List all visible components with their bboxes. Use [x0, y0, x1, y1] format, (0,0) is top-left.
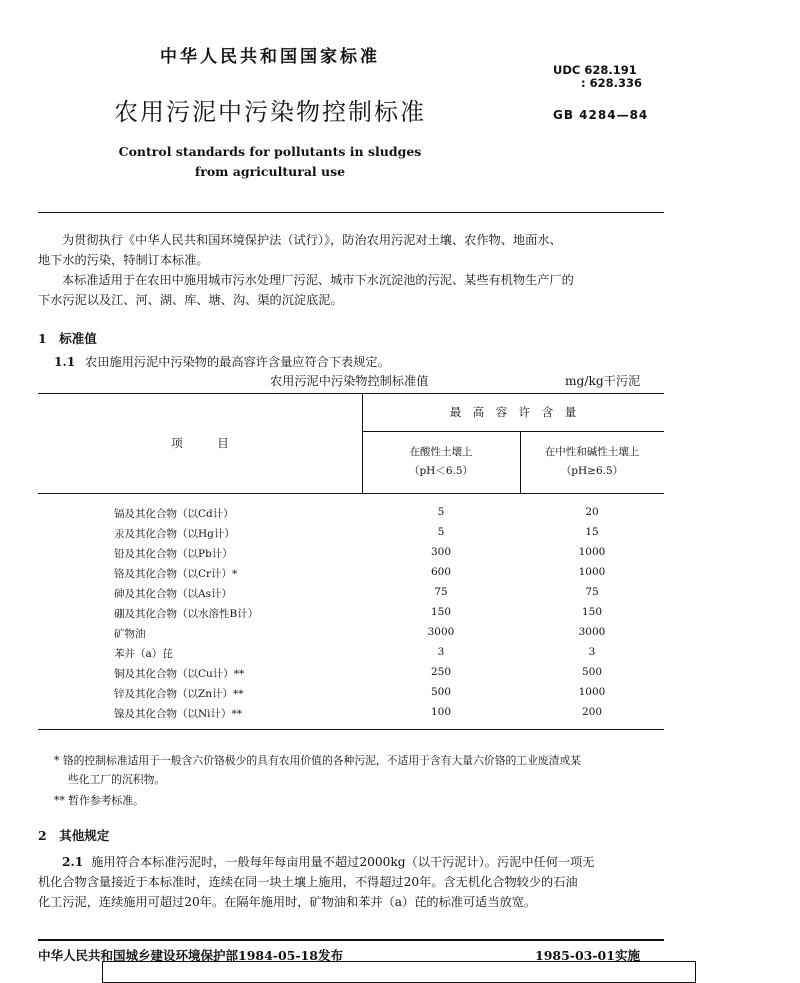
header-divider	[38, 212, 664, 213]
table-cell-alkaline: 500	[581, 666, 603, 678]
table-cell-acid: 600	[430, 566, 452, 578]
section-2-heading: 2 其他规定	[38, 828, 110, 843]
table-caption: 农用污泥中污染物控制标准值	[270, 374, 429, 388]
table-header-acid-soil	[362, 443, 520, 481]
table-subheader-rule	[362, 431, 664, 432]
table-cell-acid: 5	[437, 526, 445, 538]
table-cell-item: 硼及其化合物（以水溶性B计）	[114, 608, 259, 620]
footer-divider	[38, 939, 664, 941]
table-row	[38, 604, 664, 624]
table-cell-acid: 3000	[427, 626, 455, 638]
table-row	[38, 564, 664, 584]
table-header-alkaline-soil	[520, 443, 664, 481]
table-cell-acid: 500	[430, 686, 452, 698]
clause-1-1-number: 1.1	[54, 355, 76, 369]
table-row	[38, 544, 664, 564]
clause-2-1-line-1	[38, 852, 666, 872]
english-title-line-2: from agricultural use	[194, 164, 346, 179]
table-cell-item: 铬及其化合物（以Cr计）*	[114, 568, 238, 580]
intro-p2-line-2: 下水污泥以及江、河、湖、库、塘、沟、渠的沉淀底泥。	[38, 293, 343, 307]
table-cell-item: 镉及其化合物（以Cd计）	[114, 508, 234, 520]
table-cell-item: 镍及其化合物（以Ni计）**	[114, 708, 243, 720]
clause-1-1	[54, 353, 390, 370]
table-cell-acid: 100	[430, 706, 452, 718]
english-title	[0, 142, 540, 182]
udc-code	[553, 64, 642, 90]
table-row	[38, 624, 664, 644]
clause-2-1-text-1: 施用符合本标准污泥时，一般每年每亩用量不超过2000kg（以干污泥计）。污泥中任何一项无	[91, 855, 595, 869]
intro-p1-line-1: 为贯彻执行《中华人民共和国环境保护法（试行）》，防治农用污泥对土壤、农作物、地面水、	[62, 233, 562, 247]
udc-line-1: UDC 628.191	[553, 63, 637, 77]
intro-p2-line-1: 本标准适用于在农田中施用城市污水处理厂污泥、城市下水沉淀池的污泥、某些有机物生产厂的	[62, 273, 574, 287]
footnote-1-line-1: * 铬的控制标准适用于一般含六价铬极少的具有农用价值的各种污泥，不适用于含有大量六价铬的工业废渣或某	[54, 754, 582, 767]
table-cell-acid: 3	[437, 646, 445, 658]
footnote-reference: ** 暂作参考标准。	[54, 794, 144, 807]
clause-2-1-number: 2.1	[62, 855, 84, 869]
table-row	[38, 704, 664, 724]
table-cell-alkaline: 1000	[578, 686, 606, 698]
acid-soil-label: 在酸性土壤上	[409, 446, 473, 458]
issuing-body-header: 中华人民共和国国家标准	[160, 47, 380, 67]
intro-p1-line-2: 地下水的污染，特制订本标准。	[38, 253, 209, 267]
table-cell-acid: 300	[430, 546, 452, 558]
table-row	[38, 584, 664, 604]
table-cell-acid: 75	[434, 586, 448, 598]
clause-2-1-line-3: 化工污泥，连续施用可超过20年。在隔年施用时，矿物油和苯并（a）芘的标准可适当放宽。	[38, 895, 537, 909]
table-cell-item: 苯并（a）芘	[114, 648, 173, 660]
table-header-item: 项 目	[171, 436, 229, 450]
table-row	[38, 644, 664, 664]
table-cell-acid: 150	[430, 606, 452, 618]
alkaline-soil-ph: （pH≥6.5）	[560, 465, 624, 477]
table-cell-alkaline: 3	[588, 646, 596, 658]
table-cell-item: 矿物油	[114, 628, 146, 640]
table-unit: mg/kg干污泥	[565, 374, 641, 388]
implementation-date: 1985-03-01实施	[535, 948, 640, 963]
table-top-rule	[38, 393, 664, 394]
table-cell-item: 汞及其化合物（以Hg计）	[114, 528, 235, 540]
table-row	[38, 684, 664, 704]
table-cell-item: 砷及其化合物（以As计）	[114, 588, 232, 600]
table-row	[38, 524, 664, 544]
table-row	[38, 504, 664, 524]
table-cell-alkaline: 1000	[578, 566, 606, 578]
table-cell-alkaline: 15	[585, 526, 599, 538]
alkaline-soil-label: 在中性和碱性土壤上	[544, 446, 640, 458]
table-header-max-content: 最 高 容 许 含 量	[449, 405, 577, 419]
table-cell-acid: 250	[430, 666, 452, 678]
table-bottom-rule	[38, 729, 664, 730]
gb-standard-number: GB 4284—84	[553, 108, 649, 122]
table-cell-item: 锌及其化合物（以Zn计）**	[114, 688, 244, 700]
table-cell-item: 铅及其化合物（以Pb计）	[114, 548, 233, 560]
clause-2-1	[38, 852, 666, 912]
table-cell-acid: 5	[437, 506, 445, 518]
acid-soil-ph: （pH＜6.5）	[408, 465, 474, 477]
table-cell-alkaline: 3000	[578, 626, 606, 638]
table-cell-alkaline: 75	[585, 586, 599, 598]
udc-line-2: : 628.336	[581, 76, 642, 90]
clause-2-1-line-2: 机化合物含量接近于本标准时，连续在同一块土壤上施用，不得超过20年。含无机化合物较少的石油	[38, 875, 578, 889]
table-row	[38, 664, 664, 684]
intro-paragraph-2	[38, 270, 666, 310]
document-title: 农用污泥中污染物控制标准	[114, 98, 426, 126]
bottom-frame	[102, 961, 696, 983]
clause-1-1-text: 农田施用污泥中污染物的最高容许含量应符合下表规定。	[85, 355, 390, 369]
table-cell-alkaline: 200	[581, 706, 603, 718]
intro-paragraph-1	[38, 230, 666, 270]
footnote-1-line-2: 些化工厂的沉积物。	[68, 773, 166, 786]
table-cell-alkaline: 1000	[578, 546, 606, 558]
issue-date: 中华人民共和国城乡建设环境保护部1984-05-18发布	[38, 948, 343, 963]
table-cell-alkaline: 150	[581, 606, 603, 618]
english-title-line-1: Control standards for pollutants in sludges	[118, 144, 422, 159]
table-header-rule	[38, 493, 664, 494]
table-cell-alkaline: 20	[585, 506, 599, 518]
section-1-heading: 1 标准值	[38, 331, 97, 346]
table-cell-item: 铜及其化合物（以Cu计）**	[114, 668, 245, 680]
footnote-chromium	[54, 751, 581, 789]
